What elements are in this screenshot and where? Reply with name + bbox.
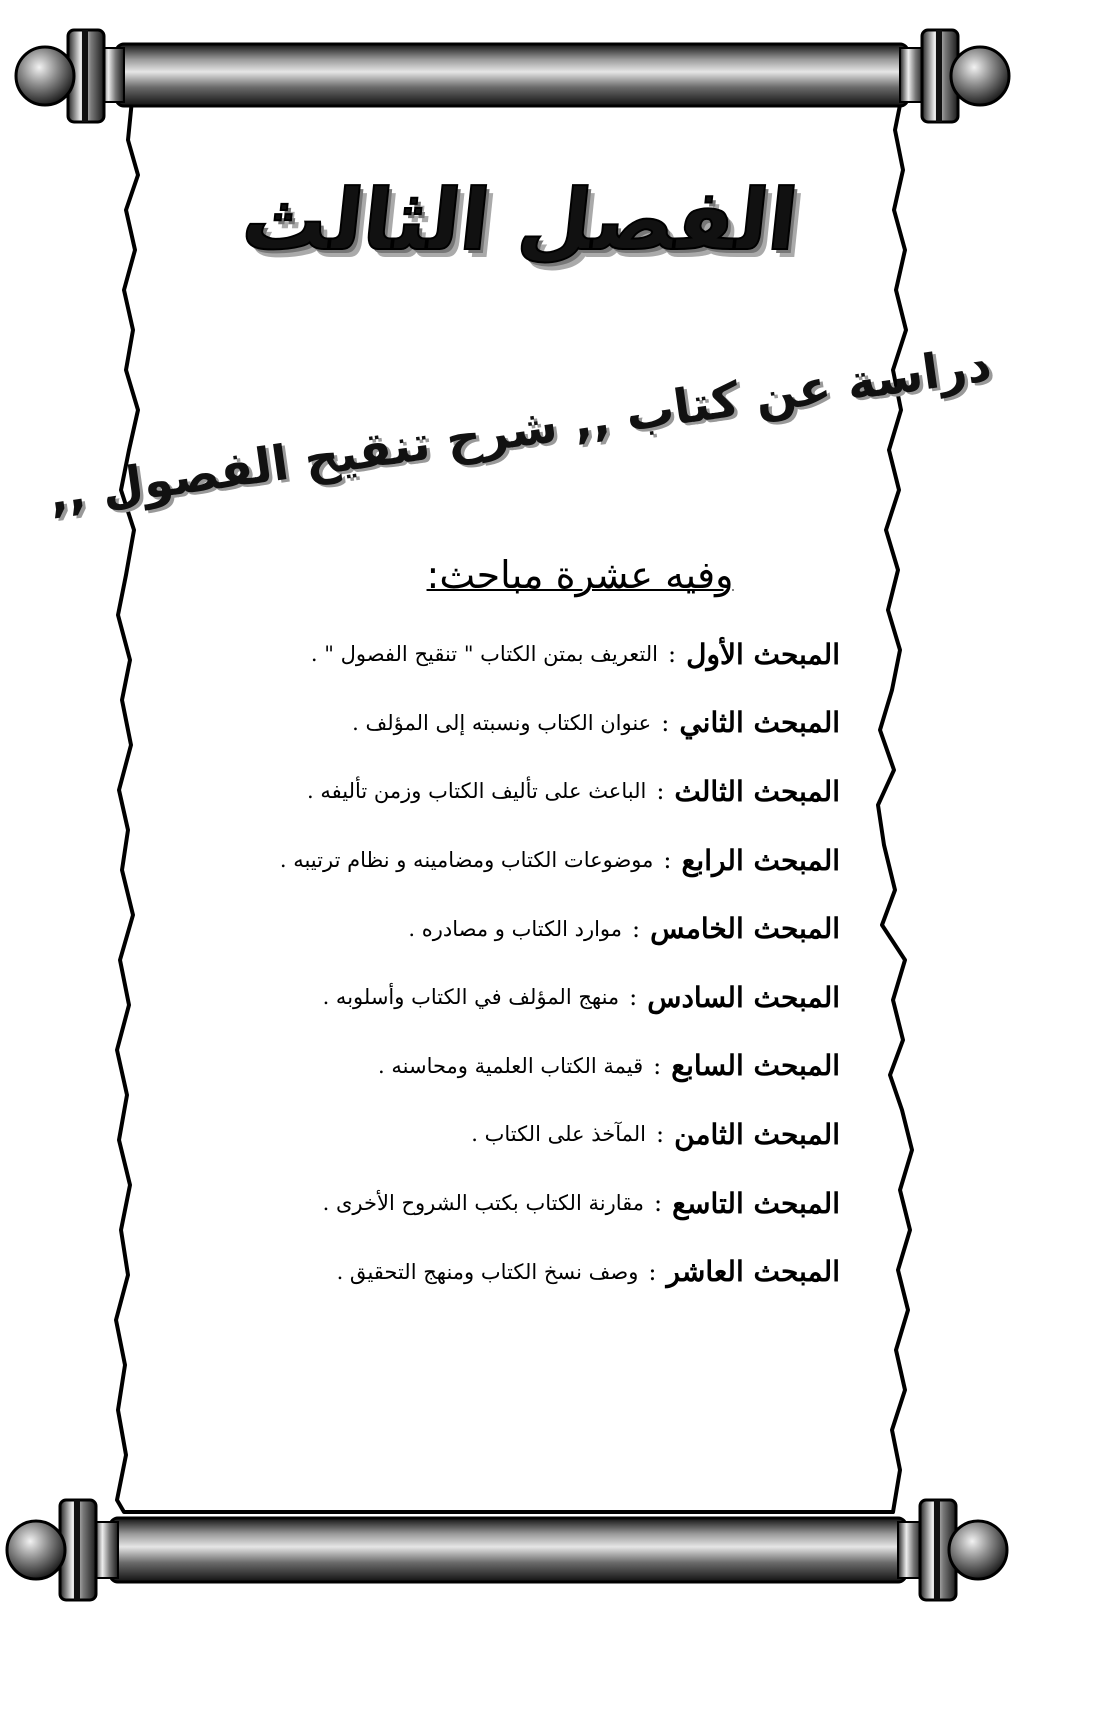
section-label: المبحث الثاني — [679, 706, 840, 740]
section-separator: : — [663, 846, 672, 875]
section-separator: : — [656, 1120, 665, 1149]
section-description: التعريف بمتن الكتاب " تنقيح الفصول " . — [310, 642, 659, 667]
section-description: مقارنة الكتاب بكتب الشروح الأخرى . — [322, 1191, 644, 1216]
section-separator: : — [656, 777, 665, 806]
section-description: وصف نسخ الكتاب ومنهج التحقيق . — [336, 1259, 639, 1284]
section-description: موارد الكتاب و مصادره . — [408, 916, 623, 941]
section-description: عنوان الكتاب ونسبته إلى المؤلف . — [352, 710, 652, 735]
section-item — [180, 620, 840, 689]
section-label: المبحث الثامن — [674, 1117, 840, 1151]
sections-intro: وفيه عشرة مباحث: — [426, 553, 734, 597]
section-separator: : — [632, 914, 641, 943]
section-separator: : — [653, 1051, 662, 1080]
section-separator: : — [653, 1189, 663, 1218]
section-description: قيمة الكتاب العلمية ومحاسنه . — [378, 1053, 644, 1078]
section-description: الباعث على تأليف الكتاب وزمن تأليفه . — [307, 779, 647, 804]
section-separator: : — [661, 708, 670, 737]
section-label: المبحث التاسع — [672, 1186, 840, 1220]
section-label: المبحث الخامس — [650, 912, 840, 946]
section-item — [180, 894, 840, 963]
section-item — [180, 963, 840, 1032]
book-study-subtitle: دراسة عن كتاب ,, شرح تنقيح الفصول ,, — [45, 336, 995, 524]
section-item — [180, 757, 840, 826]
bottom-roller — [7, 1500, 1007, 1600]
section-item — [180, 1169, 840, 1238]
section-item — [180, 1237, 840, 1306]
section-separator: : — [668, 640, 677, 669]
section-label: المبحث العاشر — [666, 1255, 840, 1289]
section-label: المبحث الثالث — [674, 774, 840, 808]
section-separator: : — [629, 983, 638, 1012]
section-label: المبحث الأول — [686, 637, 840, 671]
sections-list — [180, 620, 840, 1306]
section-label: المبحث السابع — [671, 1049, 840, 1083]
chapter-title: الفصل الثالث — [237, 171, 803, 269]
section-description: المآخذ على الكتاب . — [471, 1122, 647, 1147]
section-item — [180, 1100, 840, 1169]
section-item — [180, 1032, 840, 1101]
section-description: منهج المؤلف في الكتاب وأسلوبه . — [322, 985, 620, 1010]
section-separator: : — [648, 1257, 657, 1286]
section-label: المبحث الرابع — [681, 843, 840, 877]
section-item — [180, 826, 840, 895]
section-description: موضوعات الكتاب ومضامينه و نظام ترتيبه . — [279, 848, 654, 873]
section-label: المبحث السادس — [647, 980, 840, 1014]
section-item — [180, 689, 840, 758]
